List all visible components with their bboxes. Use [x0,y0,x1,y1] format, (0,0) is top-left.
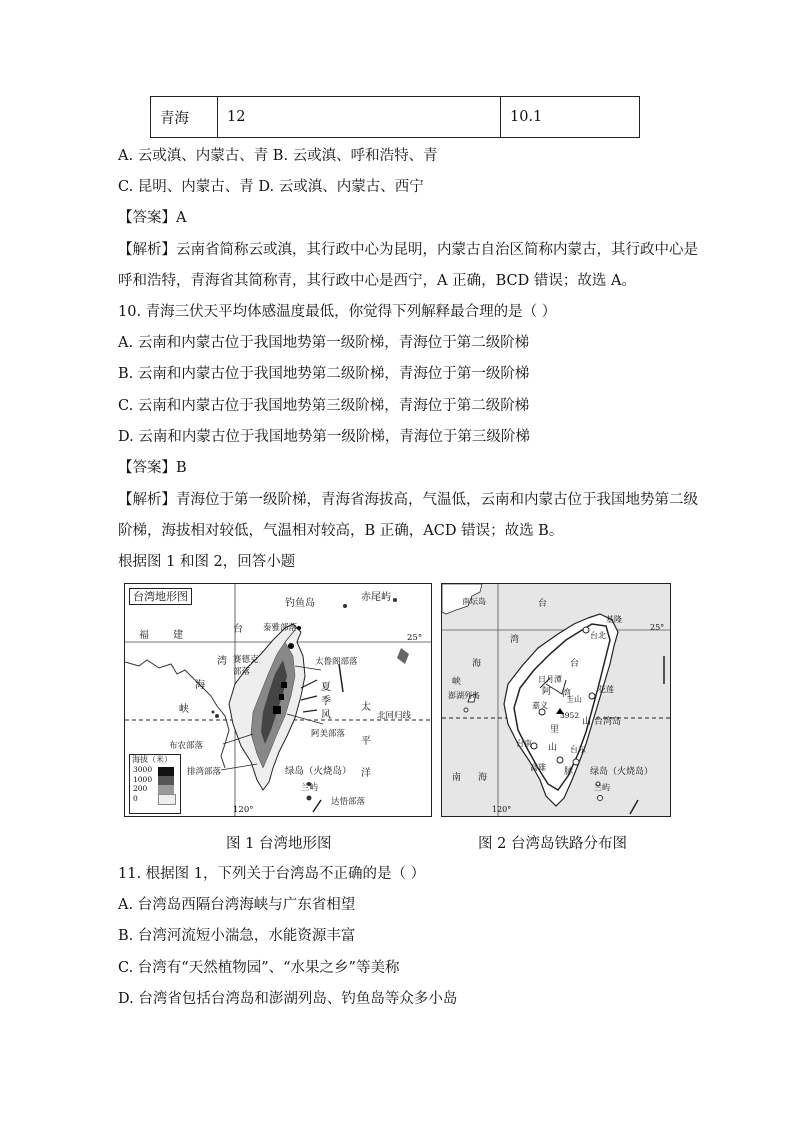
q10-analysis-line2: 阶梯，海拔相对较低，气温相对较高，B 正确，ACD 错误；故选 B。 [118,523,564,539]
fig1-caption: 图 1 台湾地形图 [226,836,332,852]
legend-swatch-plain [158,794,176,805]
fig1-title: 台湾地形图 [129,588,192,605]
fig2-label-yushan: 玉山 [566,695,582,704]
data-table [150,96,640,138]
fig1-label-tailuge: 太鲁阁部落 [315,657,358,667]
legend-value-3000: 3000 [133,765,153,774]
railway-map-graphic [442,584,670,816]
fig2-label-tai-mid: 台 [570,659,580,669]
q11-stem: 11. 根据图 1，下列关于台湾岛不正确的是（ ） [118,866,426,882]
fig1-label-pacific-3: 洋 [361,768,371,779]
fig1-label-tai: 台 [233,624,243,635]
fig1-label-lat25: 25° [407,633,423,643]
fig2-label-elevation: 3952 [560,711,580,720]
fig1-label-saideke: 赛德克 [233,655,259,665]
fig1-label-hai: 海 [195,680,205,691]
q10-analysis-line1: 【解析】青海位于第一级阶梯，青海省海拔高，气温低，云南和内蒙古位于我国地势第二级 [118,492,698,508]
q11-option-c: C. 台湾有“天然植物园”、“水果之乡”等美称 [118,960,400,976]
q9-analysis-line1: 【解析】云南省简称云或滇，其行政中心为昆明，内蒙古自治区简称内蒙古，其行政中心是 [118,242,698,258]
fig1-label-pacific-2: 平 [361,736,371,747]
fig1-label-jian: 建 [173,630,183,641]
figures-intro: 根据图 1 和图 2，回答小题 [118,554,296,570]
fig2-label-kaohsiung: 高雄 [530,763,546,772]
fig2-label-wan-1: 湾 [510,635,520,645]
q10-stem: 10. 青海三伏天平均体感温度最低，你觉得下列解释最合理的是（ ） [118,304,557,320]
fig1-label-lanyu: 兰屿 [301,783,319,793]
fig1-label-paiwan: 排湾部落 [187,767,222,777]
legend-swatch-high [158,767,174,776]
fig2-label-hai-2: 海 [478,773,488,783]
fig2-label-mai: 脉 [564,767,574,777]
fig2-label-shan-1: 山 [582,717,592,727]
fig1-label-chiweiyu: 赤尾屿 [361,592,391,603]
fig2-label-a: 阿 [542,687,552,697]
fig2-label-shan-2: 山 [548,743,558,753]
q11-option-b: B. 台湾河流短小湍急，水能资源丰富 [118,928,356,944]
fig1-label-amis: 阿美部落 [311,729,346,739]
fig2-label-hai-1: 海 [472,659,482,669]
fig1-label-xia: 峡 [179,704,189,715]
fig1-label-taiya: 泰雅部落 [263,623,298,633]
fig1-label-dawu: 达悟部落 [331,797,366,807]
fig1-label-buluo: 部落 [233,667,251,677]
q11-option-d: D. 台湾省包括台湾岛和澎湖列岛、钓鱼岛等众多小岛 [118,991,458,1007]
legend-swatch-mid [158,776,174,785]
q10-option-b: B. 云南和内蒙古位于我国地势第二级阶梯，青海位于第一级阶梯 [118,366,530,382]
fig2-label-tai-top: 台 [538,599,548,609]
legend-value-1000: 1000 [133,774,153,784]
elevation-legend [129,754,181,814]
fig2-label-penghu: 澎湖列岛 [448,691,480,700]
legend-swatch-low [158,785,174,794]
table-cell-value1: 12 [218,97,501,138]
legend-title: 海拔（米） [132,755,172,764]
q9-analysis-line2: 呼和浩特，青海省其简称青，其行政中心是西宁，A 正确，BCD 错误；故选 A。 [118,273,636,289]
table-cell-value2: 10.1 [501,97,640,138]
legend-value-0: 0 [133,793,138,803]
table-row [151,97,640,138]
fig2-label-wan-2: 湾 [562,689,572,699]
fig1-label-bunun: 布农部落 [169,741,204,751]
legend-value-200: 200 [133,784,148,793]
fig1-label-season: 季 [321,696,331,707]
fig1-label-diaoyudao: 钓鱼岛 [285,598,315,609]
legend-values [133,765,152,803]
fig2-label-tainan: 台南 [516,739,532,748]
q11-option-a: A. 台湾岛西隔台湾海峡与广东省相望 [118,897,356,913]
fig1-label-wind: 风 [321,710,331,721]
q10-answer: 【答案】B [118,460,187,476]
fig1-label-wan: 湾 [217,656,227,667]
q9-options-ab: A. 云或滇、内蒙古、青 B. 云或滇、呼和浩特、青 [118,148,438,164]
fig1-label-summer: 夏 [321,682,331,693]
fig2-label-taiwan-island: 台湾岛 [594,717,622,727]
fig2-label-li: 里 [550,725,560,735]
fig2-label-xia: 峡 [452,677,462,687]
fig2-label-lanyu: 兰屿 [594,783,610,792]
fig2-caption: 图 2 台湾岛铁路分布图 [478,836,627,852]
q10-option-a: A. 云南和内蒙古位于我国地势第一级阶梯，青海位于第二级阶梯 [118,335,530,351]
fig2-label-taitung: 台东 [570,745,586,754]
fig2-label-keelung: 基隆 [606,615,622,624]
fig2-label-sunmoonlake: 日月潭 [538,675,562,684]
q10-option-c: C. 云南和内蒙古位于我国地势第三级阶梯，青海位于第二级阶梯 [118,398,530,414]
fig1-label-pacific-1: 太 [361,702,371,713]
fig1-label-lon120: 120° [233,805,254,815]
figure-1-taiwan-terrain-map [124,583,432,817]
fig2-label-nan: 南 [452,773,462,783]
q9-answer: 【答案】A [118,210,187,226]
q9-options-cd: C. 昆明、内蒙古、青 D. 云或滇、内蒙古、西宁 [118,179,424,195]
fig2-label-lvdao: 绿岛（火烧岛） [590,767,654,777]
fig2-label-lat25: 25° [650,623,665,632]
fig2-label-lon120: 120° [492,805,512,814]
fig2-label-nantan: 南坛岛 [462,597,486,606]
fig2-label-chiayi: 嘉义 [532,701,548,710]
fig2-label-taipei: 台北 [590,631,606,640]
fig1-label-tropic: 北回归线 [377,711,412,721]
fig2-label-hualien: 花莲 [598,685,614,694]
q10-option-d: D. 云南和内蒙古位于我国地势第一级阶梯，青海位于第三级阶梯 [118,429,530,445]
fig1-label-lvdao: 绿岛（火烧岛） [285,766,352,777]
figure-2-railway-map [441,583,671,817]
fig1-label-fu: 福 [139,630,149,641]
table-cell-province: 青海 [151,97,218,138]
